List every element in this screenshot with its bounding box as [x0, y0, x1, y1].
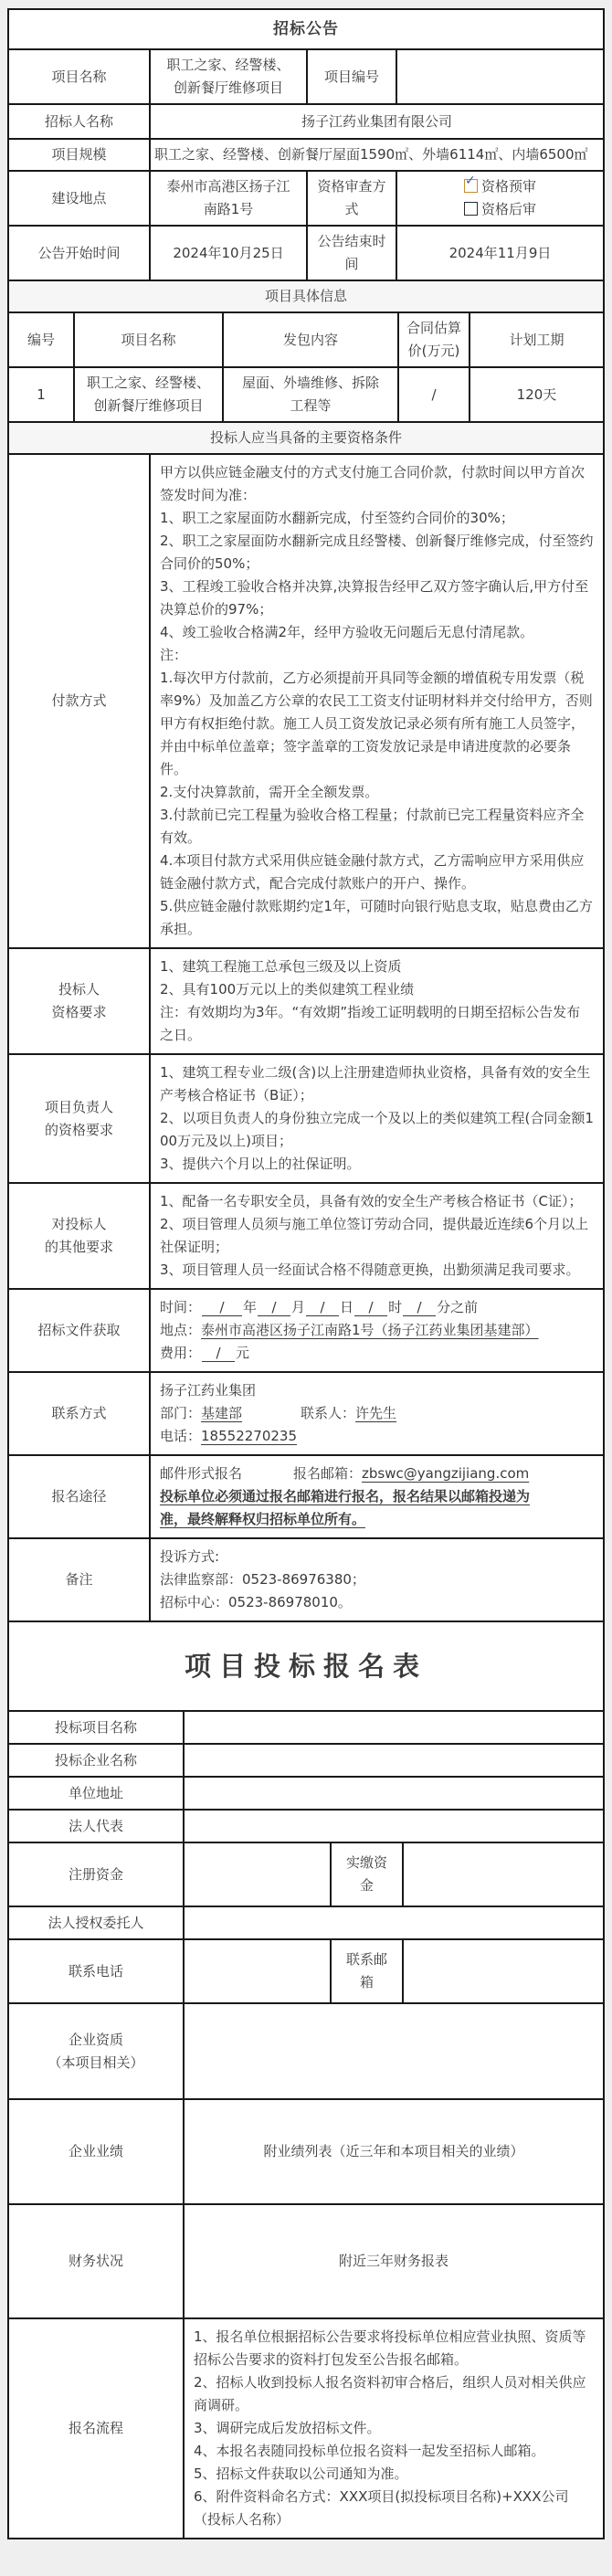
signup-email-line [160, 1462, 594, 1485]
form-qualification-label: 企业资质 （本项目相关） [8, 2003, 184, 2099]
form-paid-capital-label: 实缴资 金 [331, 1842, 403, 1906]
signup-method: 邮件形式报名 [160, 1465, 243, 1482]
doc-fee-prefix: 费用： [160, 1345, 202, 1361]
col-header-duration: 计划工期 [470, 312, 604, 367]
checked-checkbox-icon[interactable] [464, 179, 478, 193]
doc-time-blank-day: / [306, 1300, 339, 1316]
unchecked-checkbox-icon[interactable] [464, 202, 478, 216]
col-header-content: 发包内容 [223, 312, 398, 367]
detail-row-content: 屋面、外墙维修、拆除 工程等 [223, 367, 398, 422]
announcement-title: 招标公告 [8, 9, 604, 49]
doc-time-unit-hour: 时 [388, 1299, 403, 1315]
project-name-value: 职工之家、经警楼、 创新餐厅维修项目 [150, 49, 307, 104]
postcheck-option-label: 资格后审 [480, 201, 536, 217]
signup-email-link[interactable]: zbswc@yangzijiang.com [362, 1465, 530, 1482]
form-performance-value: 附业绩列表（近三年和本项目相关的业绩） [184, 2099, 604, 2204]
project-name-label: 项目名称 [8, 49, 150, 104]
contact-person [301, 1405, 396, 1421]
qualification-section-header: 投标人应当具备的主要资格条件 [8, 422, 604, 454]
dept-prefix: 部门： [160, 1405, 202, 1421]
form-address-label: 单位地址 [8, 1777, 184, 1810]
postcheck-option[interactable] [464, 201, 536, 217]
project-scale-label: 项目规模 [8, 139, 150, 171]
doc-place-prefix: 地点： [160, 1322, 202, 1338]
form-proxy-label: 法人授权委托人 [8, 1906, 184, 1939]
bidder-qualification-label: 投标人 资格要求 [8, 948, 150, 1054]
form-phone-value [184, 1939, 331, 2003]
remark-label: 备注 [8, 1538, 150, 1621]
location-value: 泰州市高港区扬子江 南路1号 [150, 171, 307, 226]
precheck-option-label: 资格预审 [480, 178, 536, 195]
contact-phone-line [160, 1425, 594, 1448]
form-company-name-value [184, 1744, 604, 1777]
doc-obtain-fee-line [160, 1342, 594, 1365]
col-header-no: 编号 [8, 312, 74, 367]
form-finance-label: 财务状况 [8, 2204, 184, 2318]
precheck-option[interactable] [464, 178, 536, 195]
doc-obtain-place-line [160, 1319, 594, 1342]
dept-value: 基建部 [201, 1405, 243, 1421]
end-time-label: 公告结束时间 [307, 226, 396, 280]
form-company-name-label: 投标企业名称 [8, 1744, 184, 1777]
review-method-value [396, 171, 604, 226]
detail-row-name: 职工之家、经警楼、 创新餐厅维修项目 [74, 367, 223, 422]
doc-obtain-label: 招标文件获取 [8, 1289, 150, 1372]
end-time-value: 2024年11月9日 [396, 226, 604, 280]
contact-dept [160, 1405, 242, 1421]
form-mail-label: 联系邮 箱 [331, 1939, 403, 2003]
signup-channel-content [150, 1455, 604, 1538]
bidder-qualification-content: 1、建筑工程施工总承包三级及以上资质 2、具有100万元以上的类似建筑工程业绩 注：有效期均为3年。“有效期”指竣工证明载明的日期至招标公告发布之日。 [150, 948, 604, 1054]
location-label: 建设地点 [8, 171, 150, 226]
bidder-name-value: 扬子江药业集团有限公司 [150, 104, 604, 139]
project-scale-value: 职工之家、经警楼、创新餐厅屋面1590㎡、外墙6114㎡、内墙6500㎡ [150, 139, 604, 171]
doc-time-unit-month: 月 [291, 1299, 306, 1315]
signup-email-prefix: 报名邮箱： [293, 1465, 363, 1482]
form-title: 项目投标报名表 [8, 1621, 604, 1711]
detail-row-price: / [398, 367, 470, 422]
form-address-value [184, 1777, 604, 1810]
pm-qualification-label: 项目负责人 的资格要求 [8, 1054, 150, 1183]
phone-value: 18552270235 [201, 1428, 297, 1444]
doc-time-unit-year: 年 [243, 1299, 258, 1315]
doc-time-prefix: 时间： [160, 1299, 202, 1315]
project-detail-table [7, 311, 605, 455]
form-registered-capital-label: 注册资金 [8, 1842, 184, 1906]
review-method-label: 资格审查方式 [307, 171, 396, 226]
project-detail-section-header: 项目具体信息 [8, 280, 604, 312]
form-finance-value: 附近三年财务报表 [184, 2204, 604, 2318]
form-performance-label: 企业业绩 [8, 2099, 184, 2204]
signup-form-table [7, 1621, 605, 2539]
payment-method-label: 付款方式 [8, 454, 150, 948]
start-time-label: 公告开始时间 [8, 226, 150, 280]
remark-content: 投诉方式: 法律监察部：0523-86976380； 招标中心：0523-86978010。 [150, 1538, 604, 1621]
form-proxy-value [184, 1906, 604, 1939]
form-flow-label: 报名流程 [8, 2318, 184, 2539]
form-project-name-label: 投标项目名称 [8, 1711, 184, 1744]
project-no-label: 项目编号 [307, 49, 396, 104]
doc-time-unit-day: 日 [340, 1299, 354, 1315]
contact-label: 联系方式 [8, 1372, 150, 1455]
project-no-value [396, 49, 604, 104]
contact-company: 扬子江药业集团 [160, 1382, 257, 1399]
requirements-table [7, 453, 605, 1622]
contact-content [150, 1372, 604, 1455]
doc-place-value: 泰州市高港区扬子江南路1号（扬子江药业集团基建部） [201, 1322, 539, 1338]
form-project-name-value [184, 1711, 604, 1744]
form-phone-label: 联系电话 [8, 1939, 184, 2003]
pm-qualification-content: 1、建筑工程专业二级(含)以上注册建造师执业资格，具备有效的安全生产考核合格证书（B证）； 2、以项目负责人的身份独立完成一个及以上的类似建筑工程(合同金额100万元及以上)项目； 3、提供六个月以上的社保证明。 [150, 1054, 604, 1183]
start-time-value: 2024年10月25日 [150, 226, 307, 280]
person-prefix: 联系人： [301, 1405, 356, 1421]
doc-time-unit-minute: 分之前 [437, 1299, 479, 1315]
doc-time-blank-minute: / [403, 1300, 436, 1316]
bidder-name-label: 招标人名称 [8, 104, 150, 139]
payment-method-content: 甲方以供应链金融支付的方式支付施工合同价款，付款时间以甲方首次签发时间为准： 1、职工之家屋面防水翻新完成，付至签约合同价的30%； 2、职工之家屋面防水翻新完成且经警楼、创新餐厅维修完成，付至签约合同价的50%； 3、工程竣工验收合格并决算,决算报告经甲乙双方签字确认后,甲方付至决算总价的97%； 4、竣工验收合格满2年，经甲方验收无问题后无息付清尾款。 注： 1.每次甲方付款前，乙方必须提前开具同等金额的增值税专用发票（税率9%）及加盖乙方公章的农民工工资支付证明材料并交付给甲方，否则甲方有权拒绝付款。施工人员工资发放记录必须有所有施工人员签字，并由中标单位盖章；签字盖章的工资发放记录是申请进度款的必要条件。 2.支付决算款前，需开全全额发票。 3.付款前已完工程量为验收合格工程量；付款前已完工程量资料应齐全有效。 4.本项目付款方式采用供应链金融付款方式，乙方需响应甲方采用供应链金融付款方式，配合完成付款账户的开户、操作。 5.供应链金融付款账期约定1年，可随时向银行贴息支取，贴息费由乙方承担。 [150, 454, 604, 948]
form-mail-value [403, 1939, 604, 2003]
other-requirements-content: 1、配备一名专职安全员，具备有效的安全生产考核合格证书（C证）； 2、项目管理人员须与施工单位签订劳动合同，提供最近连续6个月以上社保证明； 3、项目管理人员一经面试合格不得随意更换，出勤须满足我司要求。 [150, 1183, 604, 1289]
detail-row-no: 1 [8, 367, 74, 422]
signup-channel-label: 报名途径 [8, 1455, 150, 1538]
signup-notice: 投标单位必须通过报名邮箱进行报名，报名结果以邮箱投递为 准，最终解释权归招标单位所有。 [160, 1488, 531, 1527]
form-legal-rep-label: 法人代表 [8, 1810, 184, 1842]
detail-row-duration: 120天 [470, 367, 604, 422]
col-header-name: 项目名称 [74, 312, 223, 367]
doc-obtain-time-line [160, 1296, 594, 1319]
form-qualification-value [184, 2003, 604, 2099]
form-paid-capital-value [403, 1842, 604, 1906]
doc-time-blank-year: / [202, 1300, 242, 1316]
form-flow-content: 1、报名单位根据招标公告要求将投标单位相应营业执照、资质等招标公告要求的资料打包发至公告报名邮箱。 2、招标人收到投标人报名资料初审合格后，组织人员对相关供应商调研。 3、调研完成后发放招标文件。 4、本报名表随同投标单位报名资料一起发至招标人邮箱。 5、招标文件获取以公司通知为准。 6、附件资料命名方式：XXX项目(拟投标项目名称)+XXX公司（投标人名称） [184, 2318, 604, 2539]
col-header-price: 合同估算价(万元) [398, 312, 470, 367]
contact-dept-person-line [160, 1402, 594, 1425]
form-legal-rep-value [184, 1810, 604, 1842]
announcement-table [7, 8, 605, 313]
form-registered-capital-value [184, 1842, 331, 1906]
other-requirements-label: 对投标人 的其他要求 [8, 1183, 150, 1289]
doc-obtain-content [150, 1289, 604, 1372]
doc-fee-unit: 元 [236, 1345, 250, 1361]
phone-prefix: 电话： [160, 1428, 202, 1444]
person-value: 许先生 [355, 1405, 397, 1421]
doc-time-blank-hour: / [354, 1300, 387, 1316]
doc-time-blank-month: / [258, 1300, 290, 1316]
doc-fee-blank: / [202, 1346, 235, 1362]
